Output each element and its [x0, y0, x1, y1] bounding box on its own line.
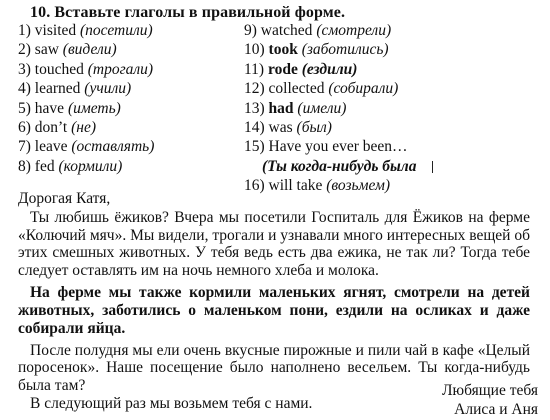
item-translation: (иметь)	[67, 99, 121, 117]
item-number: 16)	[244, 177, 265, 195]
item-answer: touched	[34, 60, 84, 78]
answer-item-3	[18, 61, 154, 80]
answer-item-15-translation	[244, 158, 433, 177]
item-answer: visited	[34, 22, 77, 39]
item-number: 2)	[18, 41, 31, 59]
item-number: 7)	[18, 138, 31, 156]
item-translation: (Ты когда-нибудь была	[262, 157, 417, 175]
item-translation: (имели)	[297, 99, 347, 117]
item-answer: don’t	[34, 118, 68, 136]
letter-text	[18, 190, 530, 413]
item-number: 8)	[18, 157, 31, 175]
answer-item-5	[18, 100, 154, 119]
item-answer: had	[268, 99, 294, 117]
answer-item-12	[244, 80, 433, 99]
letter-signature-block	[442, 382, 538, 420]
answer-item-2	[18, 41, 154, 60]
item-number: 15)	[244, 138, 265, 156]
answer-item-1	[18, 22, 154, 41]
item-number: 6)	[18, 118, 31, 136]
item-answer: Have you ever been…	[268, 138, 408, 156]
item-number: 4)	[18, 80, 31, 98]
letter-closing: Любящие тебя	[442, 382, 538, 399]
item-translation: (смотрели)	[316, 22, 392, 39]
item-translation: (собирали)	[328, 80, 399, 98]
answer-item-7	[18, 138, 154, 157]
item-answer: saw	[34, 41, 59, 59]
margin-mark	[432, 161, 433, 173]
letter-greeting: Дорогая Катя,	[18, 190, 111, 207]
letter-paragraph-1: Ты любишь ёжиков? Вчера мы посетили Госпиталь для Ёжиков на ферме «Колючий мяч». Мы видели, трогали и узнавали много интересных вещей об этих смешных животных. У тебя ведь есть два ежика, не так ли? Тогда тебе следует оставлять им на ночь немного хлеба и молока.	[18, 208, 530, 280]
item-translation: (ездили)	[301, 60, 358, 78]
item-translation: (заботились)	[301, 41, 389, 59]
answer-item-8	[18, 158, 154, 177]
answer-item-4	[18, 80, 154, 99]
answer-item-11	[244, 61, 433, 80]
item-answer: was	[268, 118, 293, 136]
letter-signature: Алиса и Аня	[454, 401, 538, 418]
item-translation: (оставлять)	[71, 138, 155, 156]
item-number: 14)	[244, 118, 265, 136]
item-number: 1)	[18, 22, 31, 39]
answer-item-15	[244, 138, 433, 157]
answer-item-14	[244, 119, 433, 138]
item-answer: watched	[260, 22, 313, 39]
answer-item-9	[244, 22, 433, 41]
answers-right-column	[244, 22, 433, 197]
item-number: 9)	[244, 22, 257, 39]
item-number: 3)	[18, 60, 31, 78]
exercise-title: 10. Вставьте глаголы в правильной форме.	[30, 4, 346, 21]
item-answer: have	[34, 99, 65, 117]
item-translation: (посетили)	[80, 22, 153, 39]
item-translation: (кормили)	[58, 157, 123, 175]
answer-item-6	[18, 119, 154, 138]
letter-paragraph-4: В следующий раз мы возьмем тебя с нами.	[30, 394, 313, 412]
item-translation: (видели)	[62, 41, 117, 59]
item-number: 10)	[244, 41, 265, 59]
item-number: 11)	[244, 60, 265, 78]
item-answer: leave	[34, 138, 68, 156]
item-answer: took	[268, 41, 298, 59]
letter-paragraph-2: На ферме мы также кормили маленьких ягнят, смотрели на детей животных, заботились о маленьком пони, ездили на осликах и даже собирали яйца.	[18, 284, 530, 337]
item-translation: (был)	[296, 118, 332, 136]
item-translation: (трогали)	[87, 60, 154, 78]
answer-item-10	[244, 41, 433, 60]
item-number: 12)	[244, 80, 265, 98]
item-translation: (не)	[71, 118, 97, 136]
answers-left-column	[18, 22, 154, 177]
item-number: 13)	[244, 99, 265, 117]
item-translation: (учили)	[84, 80, 132, 98]
item-answer: rode	[267, 60, 298, 78]
item-answer: collected	[268, 80, 325, 98]
item-answer: will take	[268, 177, 323, 195]
letter-paragraph-3: После полудня мы ели очень вкусные пирожные и пили чай в кафе «Целый поросенок». Наше посещение было наполнено весельем. Ты когда-нибудь была там?	[18, 341, 530, 395]
item-translation: (возьмем)	[326, 177, 391, 195]
item-answer: fed	[34, 157, 55, 175]
item-number: 5)	[18, 99, 31, 117]
answer-item-13	[244, 100, 433, 119]
item-answer: learned	[34, 80, 81, 98]
